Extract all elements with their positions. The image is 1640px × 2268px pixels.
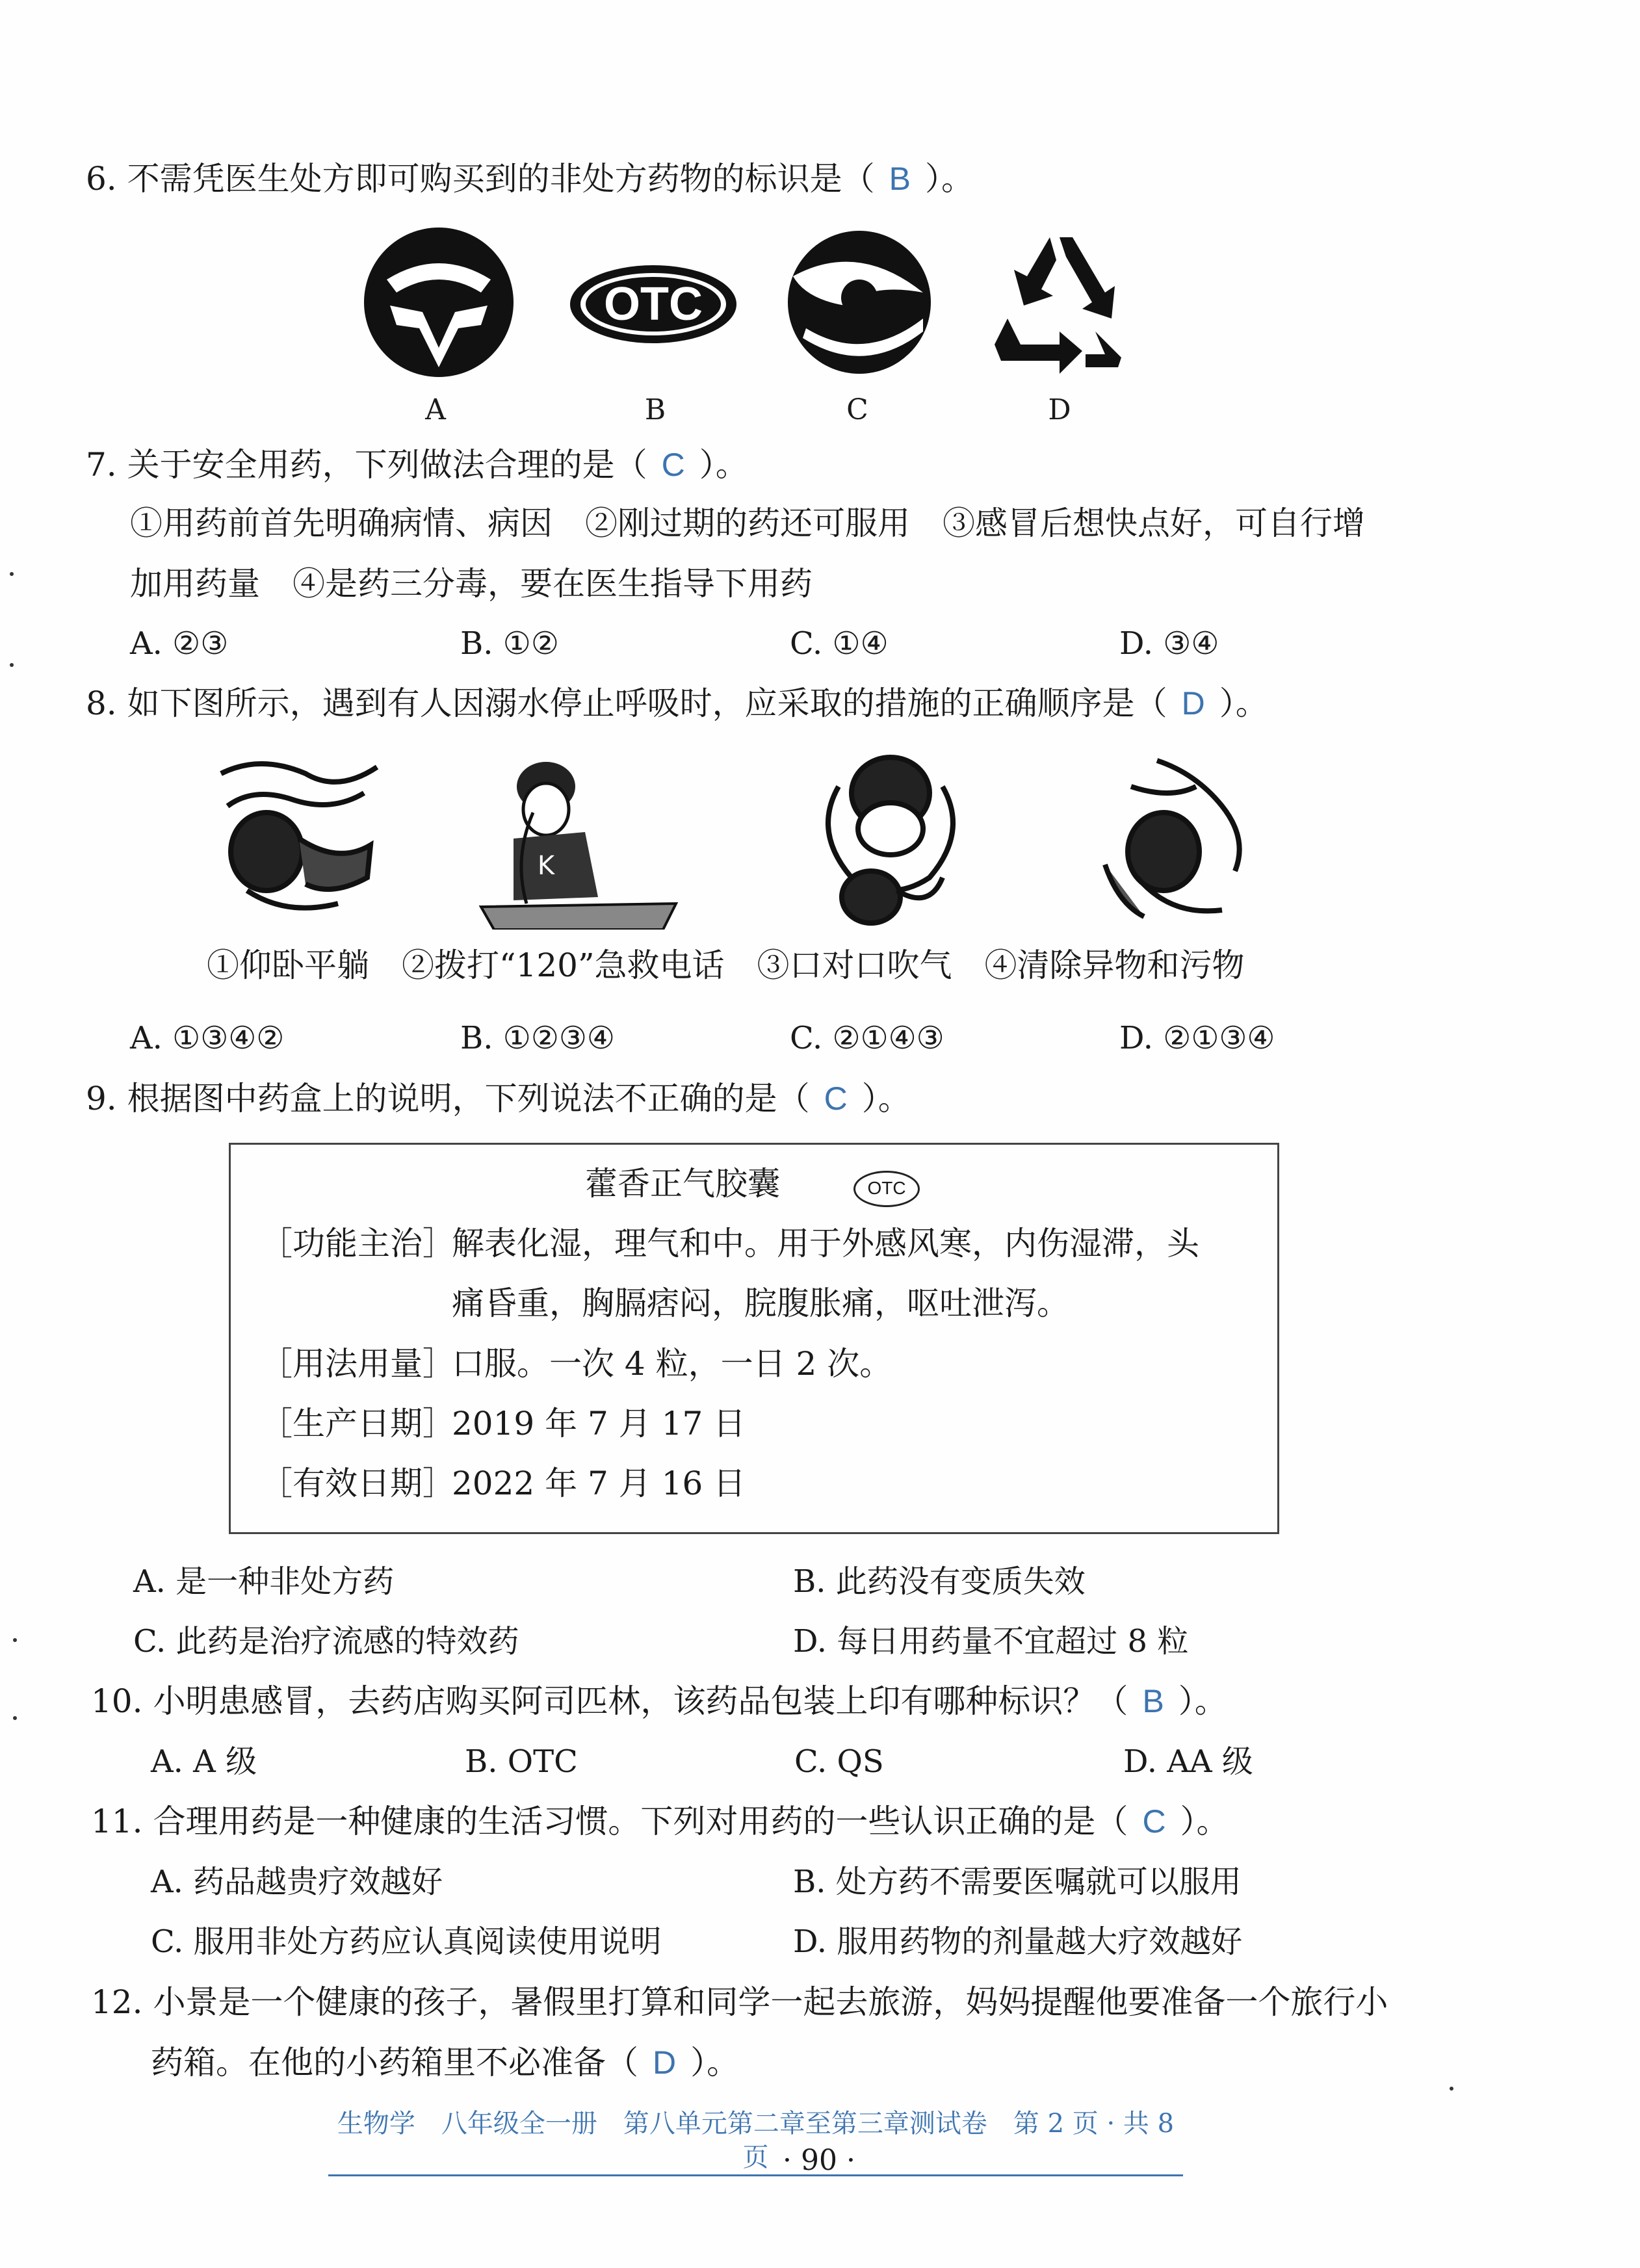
q11-option-c: C. 服用非处方药应认真阅读使用说明 [151, 1923, 662, 1960]
label-expiry-date: ［有效日期］ [260, 1465, 455, 1502]
q12-stem-line1: 12. 小景是一个健康的孩子，暑假里打算和同学一起去旅游，妈妈提醒他要准备一个旅行小 [91, 1983, 1388, 2021]
expiry-date-text: 2022 年 7 月 16 日 [452, 1465, 746, 1502]
q8-option-b: B. ①②③④ [460, 1020, 615, 1056]
q7-option-a: A. ②③ [130, 625, 229, 662]
q9-option-b: B. 此药没有变质失效 [793, 1563, 1086, 1600]
label-function: ［功能主治］ [260, 1225, 455, 1262]
scan-speck [10, 572, 14, 576]
q11-stem: 11. 合理用药是一种健康的生活习惯。下列对用药的一些认识正确的是（ C ）。 [91, 1803, 1229, 1840]
q10-option-a: A. A 级 [151, 1743, 257, 1780]
q6-answer: B [889, 161, 911, 197]
scan-speck [10, 663, 14, 667]
q7-option-c: C. ①④ [790, 625, 889, 662]
symbol-label-b: B [644, 393, 666, 426]
symbol-label-d: D [1048, 393, 1071, 426]
scan-speck [13, 1638, 17, 1642]
label-production-date: ［生产日期］ [260, 1405, 455, 1442]
q11-option-a: A. 药品越贵疗效越好 [151, 1864, 443, 1900]
q11-option-d: D. 服用药物的剂量越大疗效越好 [793, 1923, 1243, 1960]
scan-speck [1450, 2087, 1453, 2091]
q10-option-c: C. QS [794, 1743, 884, 1780]
symbol-a-icon [364, 228, 514, 377]
rescue-mouth-to-mouth-icon [828, 757, 953, 923]
q8-option-d: D. ②①③④ [1119, 1020, 1275, 1056]
function-text-2: 痛昏重，胸膈痞闷，脘腹胀痛，呕吐泄泻。 [452, 1284, 1069, 1322]
rescue-clear-airway-icon [1105, 761, 1240, 917]
dosage-text: 口服。一次 4 粒，一日 2 次。 [452, 1345, 892, 1383]
q6-stem: 6. 不需凭医生处方即可购买到的非处方药物的标识是（ B ）。 [86, 160, 974, 198]
label-dosage: ［用法用量］ [260, 1345, 455, 1383]
q8-stem: 8. 如下图所示，遇到有人因溺水停止呼吸时，应采取的措施的正确顺序是（ D ）。 [86, 684, 1268, 722]
q9-answer: C [824, 1080, 848, 1117]
symbol-label-c: C [846, 393, 868, 426]
q10-option-b: B. OTC [465, 1743, 578, 1780]
q10-option-d: D. AA 级 [1123, 1743, 1253, 1780]
q7-statements-line2: 加用药量 ④是药三分毒，要在医生指导下用药 [130, 565, 813, 603]
production-date-text: 2019 年 7 月 17 日 [452, 1405, 746, 1442]
medicine-name: 藿香正气胶囊 [585, 1165, 780, 1203]
q6-symbols-figure [351, 221, 1144, 429]
symbol-c-icon [788, 231, 931, 374]
svg-text:OTC: OTC [604, 278, 703, 330]
q11-answer: C [1142, 1803, 1166, 1840]
medicine-otc-badge: OTC [853, 1171, 920, 1207]
medicine-label-box [229, 1143, 1279, 1534]
q8-option-c: C. ②①④③ [790, 1020, 944, 1056]
symbol-b-otc-icon [570, 265, 736, 343]
q12-stem-line2: 药箱。在他的小药箱里不必准备（ D ）。 [151, 2044, 740, 2081]
q7-option-d: D. ③④ [1119, 625, 1219, 662]
q8-rescue-illustrations [208, 748, 1281, 930]
q11-option-b: B. 处方药不需要医嘱就可以服用 [793, 1864, 1242, 1900]
q9-option-d: D. 每日用药量不宜超过 8 粒 [793, 1623, 1189, 1660]
q7-option-b: B. ①② [460, 625, 559, 662]
rescue-supine-icon [221, 764, 377, 908]
q9-option-c: C. 此药是治疗流感的特效药 [133, 1623, 519, 1660]
q8-step-captions: ①仰卧平躺 ②拨打“120”急救电话 ③口对口吹气 ④清除异物和污物 [207, 946, 1245, 984]
q10-answer: B [1142, 1683, 1164, 1719]
q7-stem: 7. 关于安全用药，下列做法合理的是（ C ）。 [86, 446, 748, 484]
symbol-label-a: A [425, 393, 446, 426]
q7-answer: C [661, 447, 685, 483]
q8-answer: D [1181, 685, 1205, 722]
q9-option-a: A. 是一种非处方药 [133, 1563, 395, 1600]
page-footer: 生物学 八年级全一册 第八单元第二章至第三章测试卷 第 2 页 · 共 8 页 [328, 2107, 1183, 2176]
page-number: · 90 · [783, 2144, 855, 2177]
q12-answer: D [653, 2044, 677, 2081]
q8-option-a: A. ①③④② [130, 1020, 285, 1056]
q7-statements-line1: ①用药前首先明确病情、病因 ②刚过期的药还可服用 ③感冒后想快点好，可自行增 [130, 504, 1365, 542]
scan-speck [13, 1716, 17, 1720]
symbol-d-recycle-icon [995, 237, 1121, 374]
q9-stem: 9. 根据图中药盒上的说明，下列说法不正确的是（ C ）。 [86, 1080, 911, 1117]
q10-stem: 10. 小明患感冒，去药店购买阿司匹林，该药品包装上印有哪种标识？（ B ）。 [91, 1682, 1227, 1720]
function-text-1: 解表化湿，理气和中。用于外感风寒，内伤湿滞，头 [452, 1225, 1199, 1262]
rescue-phone-call-icon [481, 762, 676, 930]
svg-text:K: K [537, 851, 555, 881]
